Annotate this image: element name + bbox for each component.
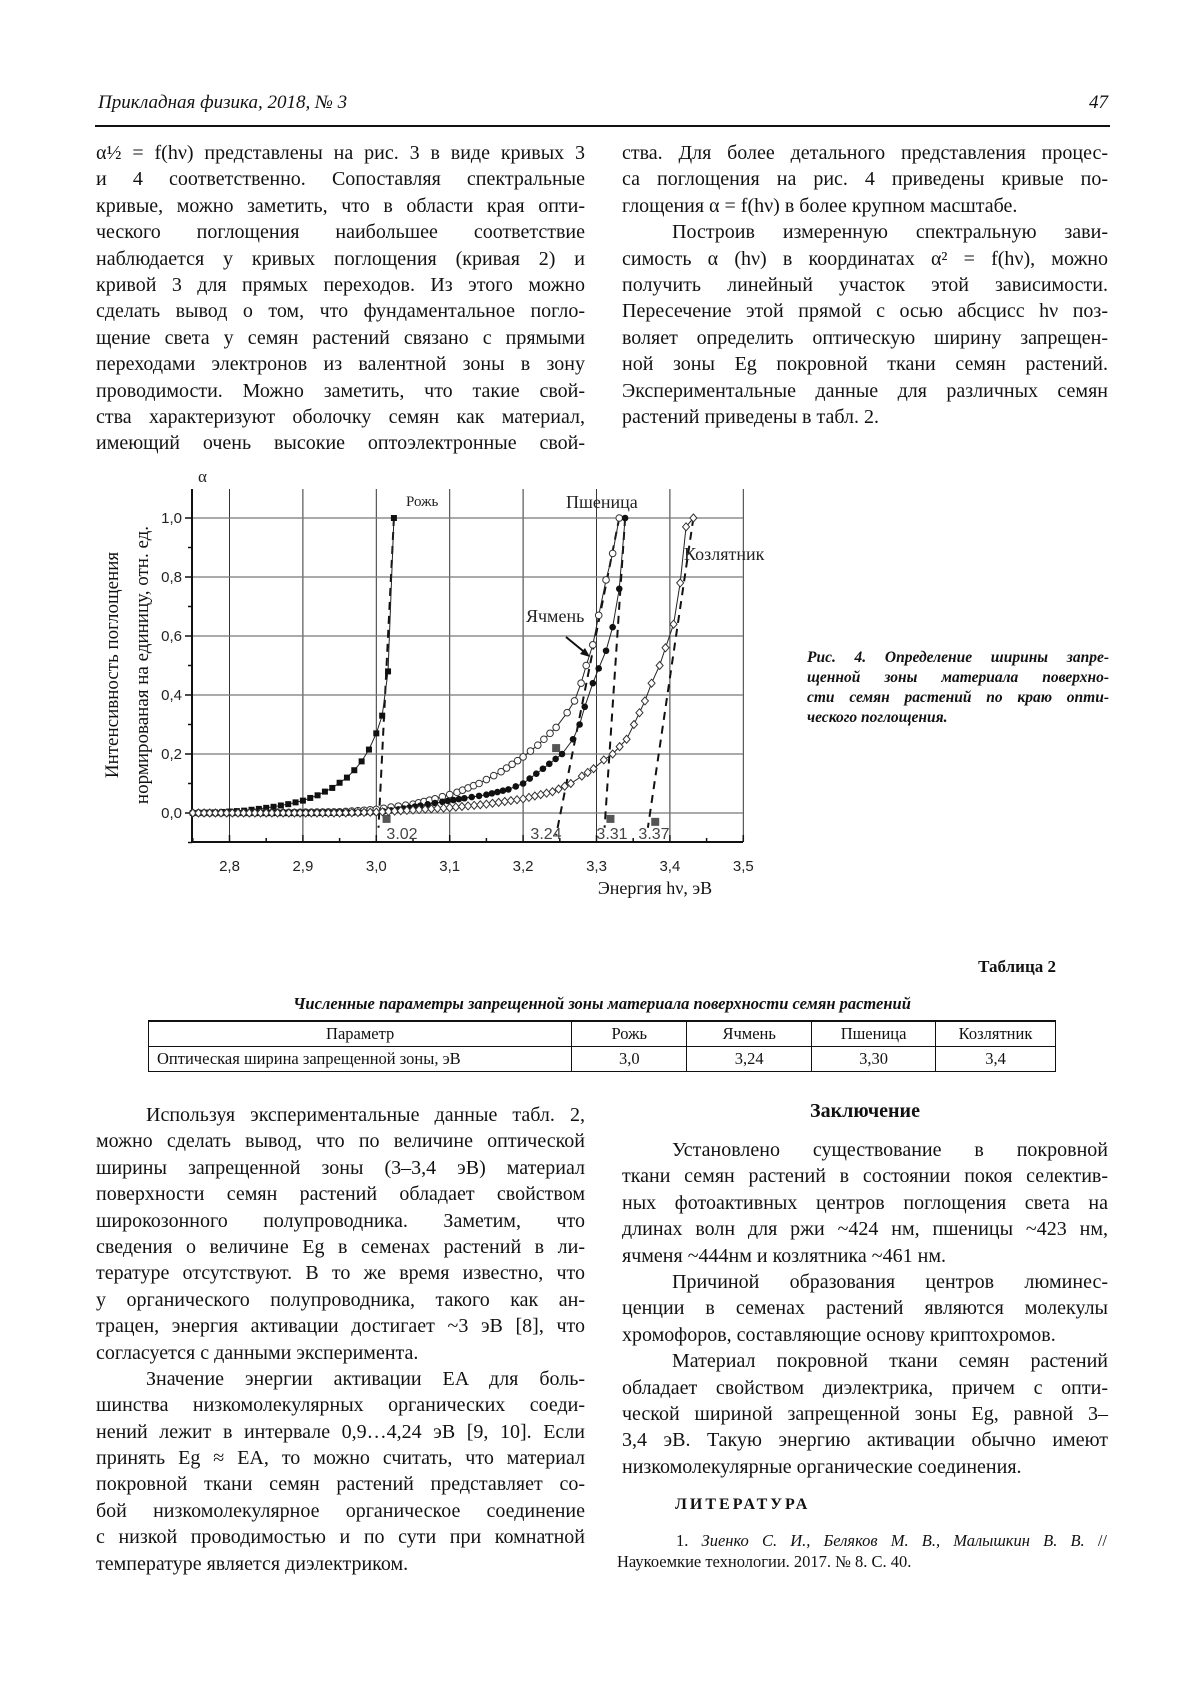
text-line: обладает свойством диэлектрика, причем с опти- (622, 1376, 1108, 1399)
data-point-filled-circle (622, 515, 629, 522)
text-line: длинах волн для ржи ~424 нм, пшеницы ~423 нм, (622, 1218, 1108, 1241)
text-line: поверхности семян растений обладает свойством (96, 1183, 585, 1206)
data-point-diamond (520, 795, 527, 803)
chart-series (189, 514, 697, 817)
data-point-open-circle (578, 680, 585, 687)
text-line: кривой 3 для прямых переходов. Из этого можно (96, 273, 585, 296)
data-point-filled-circle (520, 780, 527, 787)
series-label: Ячмень (526, 606, 585, 626)
data-point-open-circle (490, 772, 497, 779)
text-line: хромофоров, составляющие основу криптохромов. (622, 1323, 1056, 1346)
text-line: ширины запрещенной зоны (3–3,4 эВ) материал (96, 1156, 585, 1179)
intercept-label: 3.31 (596, 826, 628, 843)
data-point-filled-circle (576, 721, 583, 728)
data-point-filled-circle (595, 665, 602, 672)
intercept-marker (383, 815, 391, 823)
data-point-square (359, 758, 365, 764)
table-caption: Численные параметры запрещенной зоны материала поверхности семян растений (293, 994, 911, 1013)
data-point-square (385, 668, 391, 674)
figure-caption (807, 648, 1109, 728)
text-line: наблюдается у кривых поглощения (кривая 2) и (96, 247, 585, 270)
y-tick-label: 0,0 (161, 805, 182, 822)
text-line: воляет определить оптическую ширину запрещен- (622, 326, 1108, 349)
text-line: ства. Для более детального представления процес- (622, 142, 1108, 164)
data-point-filled-circle (456, 796, 463, 803)
data-point-diamond (531, 792, 538, 800)
data-point-diamond (543, 789, 550, 797)
table-cell: 3,24 (687, 1047, 812, 1072)
data-point-open-circle (527, 748, 534, 755)
text-line: ячменя ~444нм и козлятника ~461 нм. (622, 1244, 946, 1267)
data-point-diamond (477, 801, 484, 809)
text-line: симость α (hν) в координатах α² = f(hν), можно (622, 247, 1108, 270)
data-point-square (278, 802, 284, 808)
data-point-filled-circle (494, 789, 501, 796)
data-point-filled-circle (552, 756, 559, 763)
data-point-filled-circle (476, 793, 483, 800)
table-row (149, 1047, 1056, 1072)
text-line: тературе отсутствуют. В то же время известно, что (96, 1262, 585, 1285)
data-point-diamond (641, 697, 648, 705)
y-axis-symbol: α (198, 467, 207, 486)
reference-number: 1. (676, 1531, 689, 1550)
text-line: бой низкомолекулярное органическое соединение (96, 1499, 585, 1522)
intercept-label: 3.37 (638, 826, 670, 843)
tangent-line (648, 518, 694, 828)
text-line: растений приведены в табл. 2. (622, 405, 879, 428)
data-point-square (379, 713, 385, 719)
text-line: покровной ткани семян растений представляет со- (96, 1473, 585, 1496)
data-point-open-circle (446, 791, 453, 798)
tangent-line (605, 518, 626, 828)
x-tick-label: 2,8 (219, 858, 240, 875)
text-line: температуре является диэлектриком. (96, 1552, 409, 1575)
data-point-diamond (446, 804, 453, 812)
text-line: ных фотоактивных центров поглощения света на (622, 1191, 1108, 1214)
x-tick-label: 3,4 (659, 858, 681, 875)
text-line: ткани семян растений в состоянии покоя селектив- (622, 1165, 1108, 1188)
x-tick-label: 3,1 (439, 858, 461, 875)
data-point-open-circle (547, 730, 554, 737)
data-point-diamond (483, 800, 490, 808)
data-point-filled-circle (581, 704, 588, 711)
text-line: и 4 соответственно. Сопоставляя спектральные (96, 168, 585, 191)
x-tick-label: 3,0 (365, 858, 387, 875)
text-line: глощения α = f(hν) в более крупном масштабе. (622, 194, 1018, 217)
data-point-square (315, 792, 321, 798)
tangent-lines (379, 518, 694, 835)
data-point-filled-circle (603, 647, 610, 654)
data-point-open-circle (590, 642, 597, 649)
data-point-diamond (458, 803, 465, 811)
text-line: Установлено существование в покровной (672, 1139, 1108, 1161)
data-point-filled-circle (500, 787, 507, 794)
intercept-label: 3.24 (530, 826, 562, 843)
text-line: ческого поглощения наибольшее соответствие (96, 221, 585, 244)
data-point-square (337, 780, 343, 786)
data-point-diamond (507, 797, 514, 805)
data-point-open-circle (616, 515, 623, 522)
caption-line: ческого поглощения. (807, 709, 948, 726)
text-line: ческой шириной запрещенной зоны Eg, равной 3– (622, 1402, 1108, 1425)
data-point-filled-circle (439, 798, 446, 805)
data-point-diamond (513, 796, 520, 804)
data-point-filled-circle (609, 624, 616, 631)
y-tick-label: 1,0 (161, 510, 182, 527)
intercept-marker (606, 815, 614, 823)
table-cell: 3,30 (812, 1047, 936, 1072)
data-point-filled-circle (540, 765, 547, 772)
text-line: ства характеризуют оболочку семян как материал, (96, 405, 585, 428)
data-point-square (285, 801, 291, 807)
data-point-square (344, 775, 350, 781)
table-header-cell: Параметр (149, 1021, 572, 1047)
data-point-open-circle (571, 698, 578, 705)
text-line: Экспериментальные данные для различных семян (622, 379, 1108, 402)
text-line: Используя экспериментальные данные табл. 2, (146, 1104, 585, 1126)
text-line: щение света у семян растений связано с прямыми (96, 326, 585, 349)
series-label: Рожь (406, 494, 439, 510)
data-point-diamond (656, 662, 663, 670)
text-line: Материал покровной ткани семян растений (672, 1350, 1108, 1373)
data-point-open-circle (541, 736, 548, 743)
data-point-open-circle (583, 662, 590, 669)
data-point-square (329, 785, 335, 791)
reference-item (617, 1530, 1107, 1572)
data-point-square (366, 747, 372, 753)
text-line: с низкой проводимостью и по сути при комнатной (96, 1526, 585, 1549)
table-number: Таблица 2 (978, 957, 1056, 976)
data-point-open-circle (520, 754, 527, 761)
data-point-square (373, 730, 379, 736)
journal-title: Прикладная физика, 2018, № 3 (98, 92, 348, 113)
text-line: Причиной образования центров люминес- (672, 1270, 1108, 1293)
text-line: сведения о величине Eg в семенах растений в ли- (96, 1235, 585, 1258)
data-point-filled-circle (559, 751, 566, 758)
series-line-open-circle (193, 518, 619, 813)
y-tick-label: 0,6 (161, 628, 182, 645)
text-line: имеющий очень высокие оптоэлектронные свой- (96, 432, 585, 455)
y-tick-label: 0,4 (161, 687, 182, 704)
data-point-filled-circle (468, 794, 475, 801)
data-point-diamond (677, 579, 684, 587)
reference-separator: // (1097, 1531, 1108, 1550)
text-line: переходами электронов из валентной зоны в зону (96, 353, 585, 376)
x-tick-label: 3,2 (512, 858, 534, 875)
conclusion-text (622, 1137, 1108, 1480)
text-line: кривые, можно заметить, что в области края опти- (96, 194, 585, 217)
table-cell: Оптическая ширина запрещенной зоны, эВ (149, 1047, 572, 1072)
text-line: согласуется с данными эксперимента. (96, 1341, 419, 1364)
caption-line: сти семян растений по краю опти- (807, 689, 1109, 706)
data-point-square (300, 798, 306, 804)
table-header-cell: Рожь (572, 1021, 687, 1047)
text-line: α½ = f(hν) представлены на рис. 3 в виде кривых 3 (96, 142, 585, 164)
text-line: ценции в семенах растений являются молекулы (622, 1297, 1108, 1320)
intercept-marker (651, 818, 659, 826)
y-axis-label: нормированая на единицу, отн. ед. (132, 525, 153, 805)
series-label: Козлятник (684, 544, 765, 564)
data-point-diamond (648, 679, 655, 687)
data-point-open-circle (483, 776, 490, 783)
data-point-filled-circle (505, 786, 512, 793)
y-tick-label: 0,8 (161, 569, 182, 586)
text-line: проводимости. Можно заметить, что такие свой- (96, 379, 585, 402)
table-header-cell: Пшеница (812, 1021, 936, 1047)
text-line: широкозонного полупроводника. Заметим, что (96, 1209, 585, 1232)
intercept-marker (552, 744, 560, 752)
data-point-open-circle (553, 724, 560, 731)
data-point-filled-circle (483, 791, 490, 798)
text-line: ной зоны Eg покровной ткани семян растений. (622, 353, 1108, 376)
data-point-filled-circle (445, 798, 452, 805)
data-point-open-circle (595, 612, 602, 619)
x-tick-label: 2,9 (292, 858, 314, 875)
band-gap-table (148, 1020, 1056, 1072)
data-point-open-circle (564, 709, 571, 716)
text-line: низкомолекулярные органические соединения. (622, 1455, 1022, 1478)
text-line: у органического полупроводника, такого как ан- (96, 1288, 585, 1311)
data-point-filled-circle (512, 783, 519, 790)
data-point-diamond (489, 799, 496, 807)
text-line: нений лежит в интервале 0,9…4,24 эВ [9, 10]. Если (96, 1420, 585, 1443)
x-tick-label: 3,5 (732, 858, 754, 875)
data-point-diamond (452, 803, 459, 811)
caption-line: щенной зоны материала поверхно- (807, 669, 1109, 686)
data-point-diamond (465, 802, 472, 810)
text-line: можно сделать вывод, что по величине оптической (96, 1130, 585, 1153)
series-line-open-diamond (193, 518, 694, 813)
caption-line: Рис. 4. Определение ширины запре- (807, 649, 1109, 666)
x-tick-label: 3,3 (586, 858, 607, 875)
y-axis-label: Интенсивность поглощения (102, 551, 123, 779)
table-cell: 3,4 (936, 1047, 1056, 1072)
series-label: Пшеница (566, 492, 638, 512)
x-axis-label: Энергия hν, эВ (597, 878, 713, 898)
page-number: 47 (1089, 92, 1108, 113)
data-point-diamond (662, 644, 669, 652)
text-line: 3,4 эВ. Такую энергию активации обычно имеют (622, 1429, 1108, 1452)
data-point-square (391, 515, 397, 521)
table-header-cell: Козлятник (936, 1021, 1056, 1047)
y-tick-label: 0,2 (161, 746, 182, 763)
conclusion-heading: Заключение (810, 1100, 920, 1122)
data-point-diamond (600, 756, 607, 764)
data-point-diamond (670, 620, 677, 628)
data-point-diamond (525, 793, 532, 801)
data-point-square (322, 789, 328, 795)
text-line: Построив измеренную спектральную зави- (672, 221, 1108, 244)
data-point-filled-circle (590, 680, 597, 687)
text-line: Значение энергии активации EA для боль- (146, 1367, 585, 1390)
data-point-diamond (501, 797, 508, 805)
data-point-filled-circle (450, 797, 457, 804)
data-point-filled-circle (461, 795, 468, 802)
text-column-bottom-left (96, 1102, 585, 1577)
data-point-open-circle (609, 550, 616, 557)
table-header-cell: Ячмень (687, 1021, 812, 1047)
text-line: са поглощения на рис. 4 приведены кривые по- (622, 168, 1108, 191)
data-point-diamond (630, 721, 637, 729)
data-point-filled-circle (616, 586, 623, 593)
reference-source: Наукоемкие технологии. 2017. № 8. С. 40. (617, 1552, 912, 1571)
chart-labels (102, 467, 765, 898)
data-point-filled-circle (570, 736, 577, 743)
data-point-square (307, 795, 313, 801)
text-line: получить линейный участок этой зависимости. (622, 273, 1108, 296)
data-point-square (351, 767, 357, 773)
table-cell: 3,0 (572, 1047, 687, 1072)
data-point-diamond (471, 801, 478, 809)
data-point-open-circle (603, 577, 610, 584)
data-point-diamond (537, 791, 544, 799)
data-point-filled-circle (546, 761, 553, 768)
data-point-filled-circle (489, 790, 496, 797)
text-line: сделать вывод о том, что фундаментальное погло- (96, 300, 585, 323)
data-point-open-circle (476, 780, 483, 787)
data-point-open-circle (534, 742, 541, 749)
text-line: шинства низкомолекулярных органических соеди- (96, 1394, 585, 1417)
text-line: трацен, энергия активации достигает ~3 эВ [8], что (96, 1315, 585, 1338)
data-point-square (293, 799, 299, 805)
series-line-filled-circle (193, 518, 625, 813)
table-header-row (149, 1021, 1056, 1047)
series-line-filled-square (193, 518, 394, 813)
data-point-diamond (584, 768, 591, 776)
text-line: принять Eg ≈ EA, то можно считать, что материал (96, 1447, 585, 1470)
text-line: Пересечение этой прямой с осью абсцисс hν поз- (622, 300, 1108, 323)
reference-authors: Зиенко С. И., Беляков М. В., Малышкин В. В. (701, 1531, 1085, 1550)
data-point-diamond (636, 709, 643, 717)
references-heading: ЛИТЕРАТУРА (675, 1496, 811, 1513)
data-point-diamond (578, 772, 585, 780)
data-point-filled-circle (526, 775, 533, 782)
data-point-filled-circle (533, 770, 540, 777)
data-point-diamond (495, 798, 502, 806)
intercept-label: 3.02 (386, 826, 418, 843)
